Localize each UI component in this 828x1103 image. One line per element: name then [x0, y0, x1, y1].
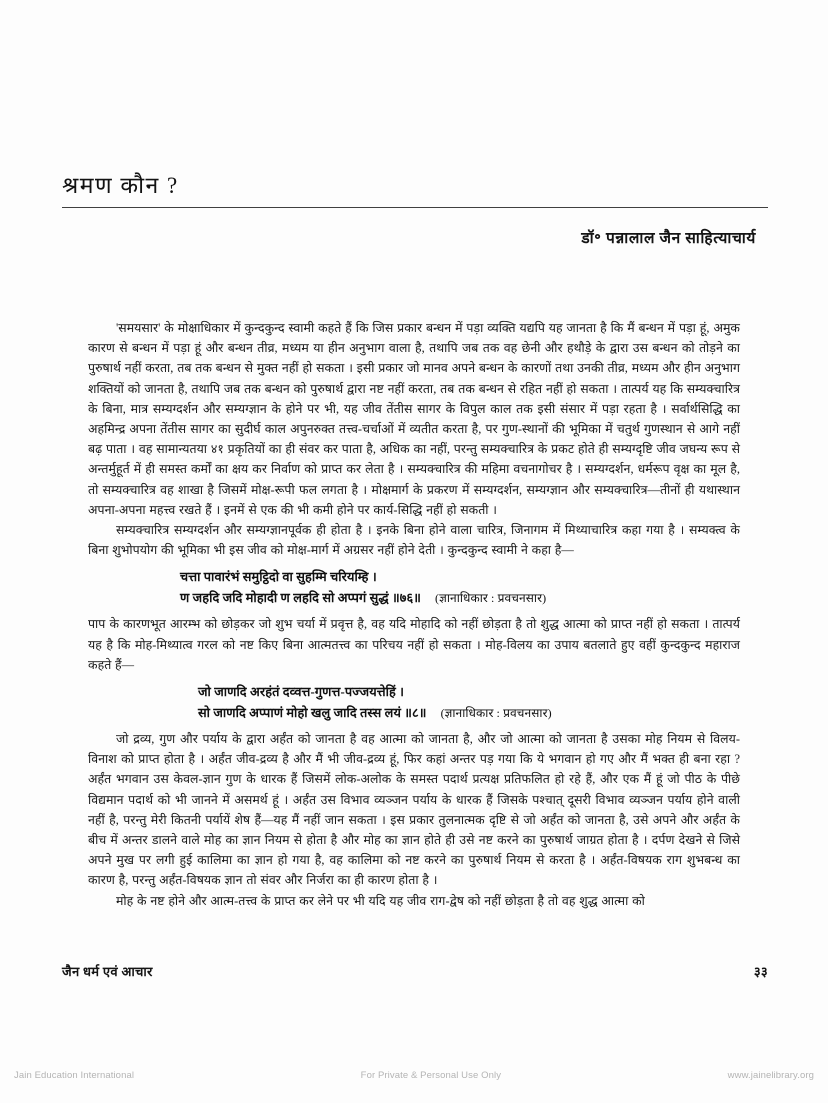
verse-1-source: (ज्ञानाधिकार : प्रवचनसार)	[435, 590, 547, 605]
verse-2-line-2: सो जाणदि अप्पाणं मोहो खलु जादि तस्स लयं ॥८॥	[198, 705, 427, 720]
scan-footer-center: For Private & Personal Use Only	[360, 1070, 502, 1081]
title-divider	[62, 207, 768, 208]
verse-1-line-2-row	[180, 588, 740, 609]
verse-block-2	[88, 682, 740, 723]
running-footer-book-title: जैन धर्म एवं आचार	[62, 964, 153, 979]
verse-block-1	[88, 567, 740, 608]
running-footer	[62, 962, 768, 980]
paragraph-4: जो द्रव्य, गुण और पर्याय के द्वारा अर्हंत को जानता है वह आत्मा को जानता है, और जो आत्मा को जानता है उसका मोह नियम से विलय-विनाश को प्राप्त होता है । अर्हंत जीव-द्रव्य है और मैं भी जीव-द्रव्य हूं, फिर कहां अन्तर पड़ गया कि ये भगवान हो गए और मैं भक्त ही बना रहा ? अर्हंत भगवान उस केवल-ज्ञान गुण के धारक हैं जिसमें लोक-अलोक के समस्त पदार्थ प्रत्यक्ष प्रतिफलित हो रहे हैं, और एक मैं हूं जो पीठ के पीछे विद्यमान पदार्थ को भी जानने में असमर्थ हूं । अर्हंत उस विभाव व्यञ्जन पर्याय के धारक हैं जिसके पश्चात् दूसरी विभाव व्यञ्जन पर्याय होने वाली नहीं है, परन्तु मेरी कितनी पर्यायें शेष हैं—यह मैं नहीं जान सकता । इस प्रकार तुलनात्मक दृष्टि से जो अर्हंत को जानता है, उसे अपने और अर्हंत के बीच में अन्तर डालने वाले मोह का ज्ञान नियम से होता है और मोह का ज्ञान होते ही उसे नष्ट करने का पुरुषार्थ जाग्रत होता है । दर्पण देखने से जिसे अपने मुख पर लगी हुई कालिमा का ज्ञान हो गया है, वह कालिमा को नष्ट करने का पुरुषार्थ नियम से करता है । अर्हंत-विषयक राग शुभबन्ध का कारण है, परन्तु अर्हंत-विषयक ज्ञान तो संवर और निर्जरा का ही कारण होता है ।	[88, 732, 740, 888]
body-column	[88, 318, 740, 911]
scan-footer-left: Jain Education International	[14, 1070, 135, 1081]
paragraph-3: पाप के कारणभूत आरम्भ को छोड़कर जो शुभ चर्या में प्रवृत्त है, वह यदि मोहादि को नहीं छोड़ता है तो शुद्ध आत्मा को प्राप्त नहीं हो सकता । तात्पर्य यह है कि मोह-मिथ्यात्व गरल को नष्ट किए बिना आत्मतत्त्व का परिचय नहीं हो सकता । मोह-विलय का उपाय बतलाते हुए वहीं कुन्दकुन्द महाराज कहते हैं—	[88, 617, 741, 672]
scan-footer	[0, 1070, 828, 1081]
masthead	[62, 172, 768, 248]
scan-footer-right[interactable]: www.jainelibrary.org	[727, 1070, 814, 1081]
author-byline: डॉ॰ पन्नालाल जैन साहित्याचार्य	[581, 229, 756, 247]
page-number: ३३	[753, 964, 768, 979]
verse-2-line-1: जो जाणदि अरहंतं दव्वत्त-गुणत्त-पज्जयत्तेहिं ।	[198, 685, 405, 700]
verse-2-line-2-row	[198, 703, 740, 724]
page-title: श्रमण कौन ?	[62, 173, 179, 198]
paragraph-2: सम्यक्चारित्र सम्यग्दर्शन और सम्यग्ज्ञानपूर्वक ही होता है । इनके बिना होने वाला चारित्र, जिनागम में मिथ्याचारित्र कहा गया है । सम्यक्त्व के बिना शुभोपयोग की भूमिका भी इस जीव को मोक्ष-मार्ग में अग्रसर नहीं होने देती । कुन्दकुन्द स्वामी ने कहा है—	[88, 523, 740, 558]
paragraph-5: मोह के नष्ट होने और आत्म-तत्त्व के प्राप्त कर लेने पर भी यदि यह जीव राग-द्वेष को नहीं छोड़ता है तो वह शुद्ध आत्मा को	[116, 893, 645, 908]
verse-1-line-1: चत्ता पावारंभं समुट्ठिदो वा सुहम्मि चरियम्हि ।	[180, 570, 377, 585]
verse-1-line-2: ण जहदि जदि मोहादी ण लहदि सो अप्पगं सुद्धं ॥७६॥	[180, 590, 422, 605]
verse-2-source: (ज्ञानाधिकार : प्रवचनसार)	[440, 705, 552, 720]
paragraph-1: 'समयसार' के मोक्षाधिकार में कुन्दकुन्द स्वामी कहते हैं कि जिस प्रकार बन्धन में पड़ा व्यक्ति यद्यपि यह जानता है कि मैं बन्धन में पड़ा हूं, अमुक कारण से बन्धन में पड़ा हूं और बन्धन तीव्र, मध्यम या हीन अनुभाग वाला है, तथापि जब तक वह छेनी और हथौड़े के द्वारा उस बन्धन को तोड़ने का पुरुषार्थ नहीं करता, तब तक बन्धन से मुक्त नहीं हो सकता । इसी प्रकार जो मानव अपने बन्धन के कारणों तथा उनकी तीव्र, मध्यम और हीन अनुभाग शक्तियों को जानता है, तथापि जब तक बन्धन को पुरुषार्थ द्वारा नष्ट नहीं करता, तब तक बन्धन से रहित नहीं हो सकता । तात्पर्य यह कि सम्यक्चारित्र के बिना, मात्र सम्यग्दर्शन और सम्यग्ज्ञान के होने पर भी, यह जीव तेंतीस सागर के विपुल काल तक इसी संसार में पड़ा रहता है । सर्वार्थसिद्धि का अहमिन्द्र अपना तेंतीस सागर का सुदीर्घ काल अपुनरुक्त तत्त्व-चर्चाओं में व्यतीत करता है, पर गुण-स्थानों की भूमिका में चतुर्थ गुणस्थान से आगे नहीं बढ़ पाता । वह सामान्यतया ४१ प्रकृतियों का ही संवर कर पाता है, अधिक का नहीं, परन्तु सम्यक्चारित्र के प्रकट होते ही सम्यग्दृष्टि जीव जघन्य रूप से अन्तर्मुहूर्त में ही समस्त कर्मों का क्षय कर निर्वाण को प्राप्त कर लेता है । सम्यक्चारित्र की महिमा वचनागोचर है । सम्यग्दर्शन, धर्मरूप वृक्ष का मूल है, तो सम्यक्चारित्र वह शाखा है जिसमें मोक्ष-रूपी फल लगता है । मोक्षमार्ग के प्रकरण में सम्यग्दर्शन, सम्यग्ज्ञान और सम्यक्चारित्र—तीनों ही यथास्थान अपना-अपना महत्त्व रखते हैं । इनमें से एक की भी कमी होने पर कार्य-सिद्धि नहीं हो सकती ।	[88, 321, 741, 517]
